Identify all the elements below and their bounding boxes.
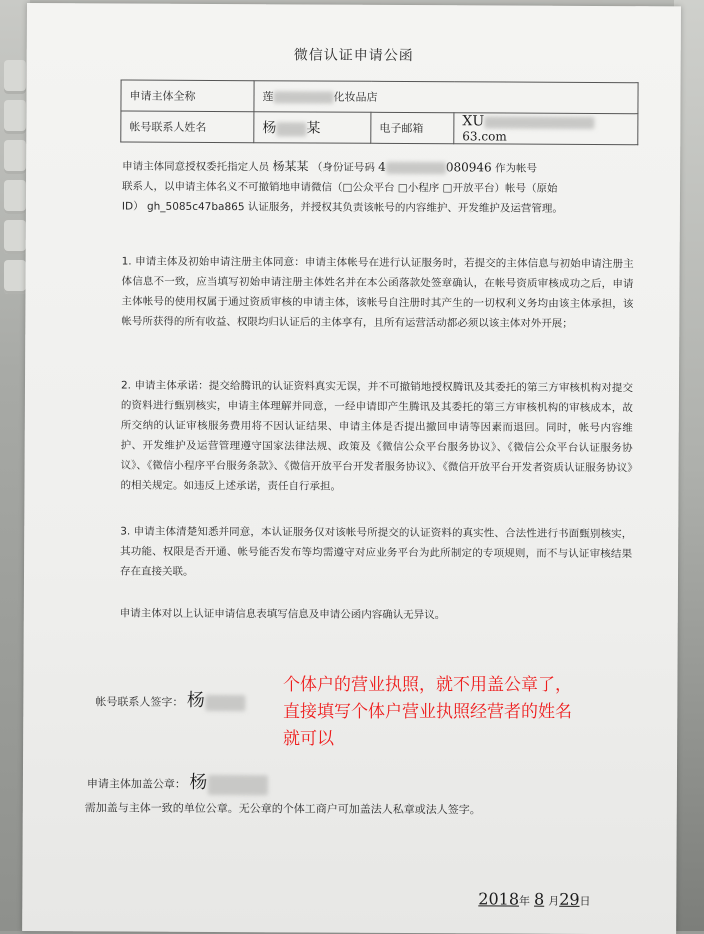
auth-text: 申请主体同意授权委托指定人员 (122, 160, 270, 174)
redacted-blur (273, 91, 333, 103)
stamp-line (87, 767, 268, 795)
date-year: 2018 (478, 889, 520, 909)
keyboard-key (4, 260, 26, 294)
clause-3: 3. 申请主体清楚知悉并同意，本认证服务仅对该帐号所提交的认证资料的真实性、合法性进行书面甄别核实，其功能、权限是否开通、帐号能否发布等均需遵守对应业务平台为此所制定的专项规则，而不与认证审核结果存在直接关联。 (119, 525, 633, 578)
annotation-line-1: 个体户的营业执照，就不用盖公章了， (283, 675, 572, 695)
confirmation-statement: 申请主体对以上认证申请信息表填写信息及申请公函内容确认无异议。 (119, 607, 446, 622)
redacted-blur (276, 122, 306, 136)
date-day: 29 (559, 889, 580, 909)
clause-1: 1. 申请主体及初始申请注册主体同意：申请主体帐号在进行认证服务时，若提交的主体信息与初始申请注册主体信息不一致，应当填写初始申请注册主体姓名并在本公函落款处签章确认，在帐号资质审核成功之后，申请主体帐号的使用权属于通过资质审核的申请主体，该帐号自注册时其产生的一切权利义务均由该主体承担，该帐号所获得的所有收益、权限均归认证后的主体享有，且所有运营活动都必须以该主体对外开展； (121, 255, 634, 330)
keyboard-key (4, 60, 26, 94)
applicant-name-suffix: 化妆品店 (333, 90, 378, 104)
signature-handwriting: 杨 (186, 689, 205, 711)
email-prefix: XU (462, 113, 485, 130)
contact-name-label: 帐号联系人姓名 (121, 111, 254, 143)
keyboard-key (4, 220, 26, 254)
email-value (454, 113, 638, 145)
applicant-name-label: 申请主体全称 (121, 80, 254, 112)
date-day-unit: 日 (579, 894, 591, 908)
id-suffix: 080946 (445, 160, 492, 175)
table-row (121, 111, 638, 145)
contact-name-value (254, 112, 371, 144)
contact-name-handwriting-end: 某 (306, 120, 321, 137)
applicant-name-prefix: 莲 (262, 90, 274, 104)
stamp-handwriting: 杨 (189, 771, 208, 793)
authorization-line-2: 联系人，以申请主体名义不可撤销地申请微信（□公众平台 □小程序 □开放平台）帐号（原始 (122, 180, 558, 195)
authorization-paragraph (122, 156, 634, 220)
keyboard-key (4, 180, 26, 214)
redacted-blur (484, 116, 594, 129)
redacted-blur (205, 695, 245, 711)
letter-paper (22, 3, 681, 934)
stamp-note: 需加盖与主体一致的单位公章。无公章的个体工商户可加盖法人私章或法人签字。 (84, 801, 481, 817)
document-title: 微信认证申请公函 (293, 47, 414, 65)
email-label: 电子邮箱 (371, 112, 454, 143)
authorization-line-1 (122, 156, 634, 180)
auth-text: （身份证号码 (311, 161, 375, 174)
delegate-name: 杨某某 (272, 159, 309, 174)
applicant-name-value (254, 81, 638, 114)
date-handwriting (478, 889, 590, 909)
keyboard-key (4, 140, 26, 174)
signature-label: 帐号联系人签字： (95, 695, 184, 709)
redacted-blur (207, 775, 267, 795)
annotation-line-2: 直接填写个体户营业执照经营者的姓名 (283, 702, 572, 722)
applicant-info-table (120, 79, 638, 145)
stamp-label: 申请主体加盖公章： (86, 777, 186, 791)
signature-line (95, 685, 245, 712)
date-year-unit: 年 (518, 894, 531, 908)
clause-2: 2. 申请主体承诺：提交给腾讯的认证资料真实无误，并不可撤销地授权腾讯及其委托的第三方审核机构对提交的资料进行甄别核实，申请主体理解并同意，一经申请即产生腾讯及其委托的第三方审核机构的审核成本，故所交纳的认证审核服务费用将不因认证结果、申请主体是否提出撤回申请等因素而退回。同时，帐号内容维护、开发维护及运营管理遵守国家法律法规、政策及《微信公众平台服务协议》、《微信公众平台认证服务协议》、《微信小程序平台服务条款》、《微信开放平台开发者服务协议》、《微信开放平台开发者资质认证服务协议》的相关规定。如违反上述承诺，责任自行承担。 (120, 379, 634, 493)
contact-name-handwriting: 杨 (262, 120, 277, 137)
keyboard-key (4, 100, 26, 134)
table-row (121, 80, 638, 114)
id-prefix: 4 (378, 159, 386, 174)
date-month: 8 (533, 889, 545, 909)
redacted-blur (386, 162, 446, 174)
authorization-line-3: ID） gh_5085c47ba865 认证服务，并授权其负责该帐号的内容维护、开发维护及运营管理。 (121, 200, 563, 215)
red-annotation-note (283, 672, 653, 753)
email-suffix: 63.com (462, 129, 507, 144)
auth-text: 作为帐号 (494, 162, 538, 175)
date-month-unit: 月 (548, 894, 560, 908)
annotation-line-3: 就可以 (283, 729, 334, 749)
